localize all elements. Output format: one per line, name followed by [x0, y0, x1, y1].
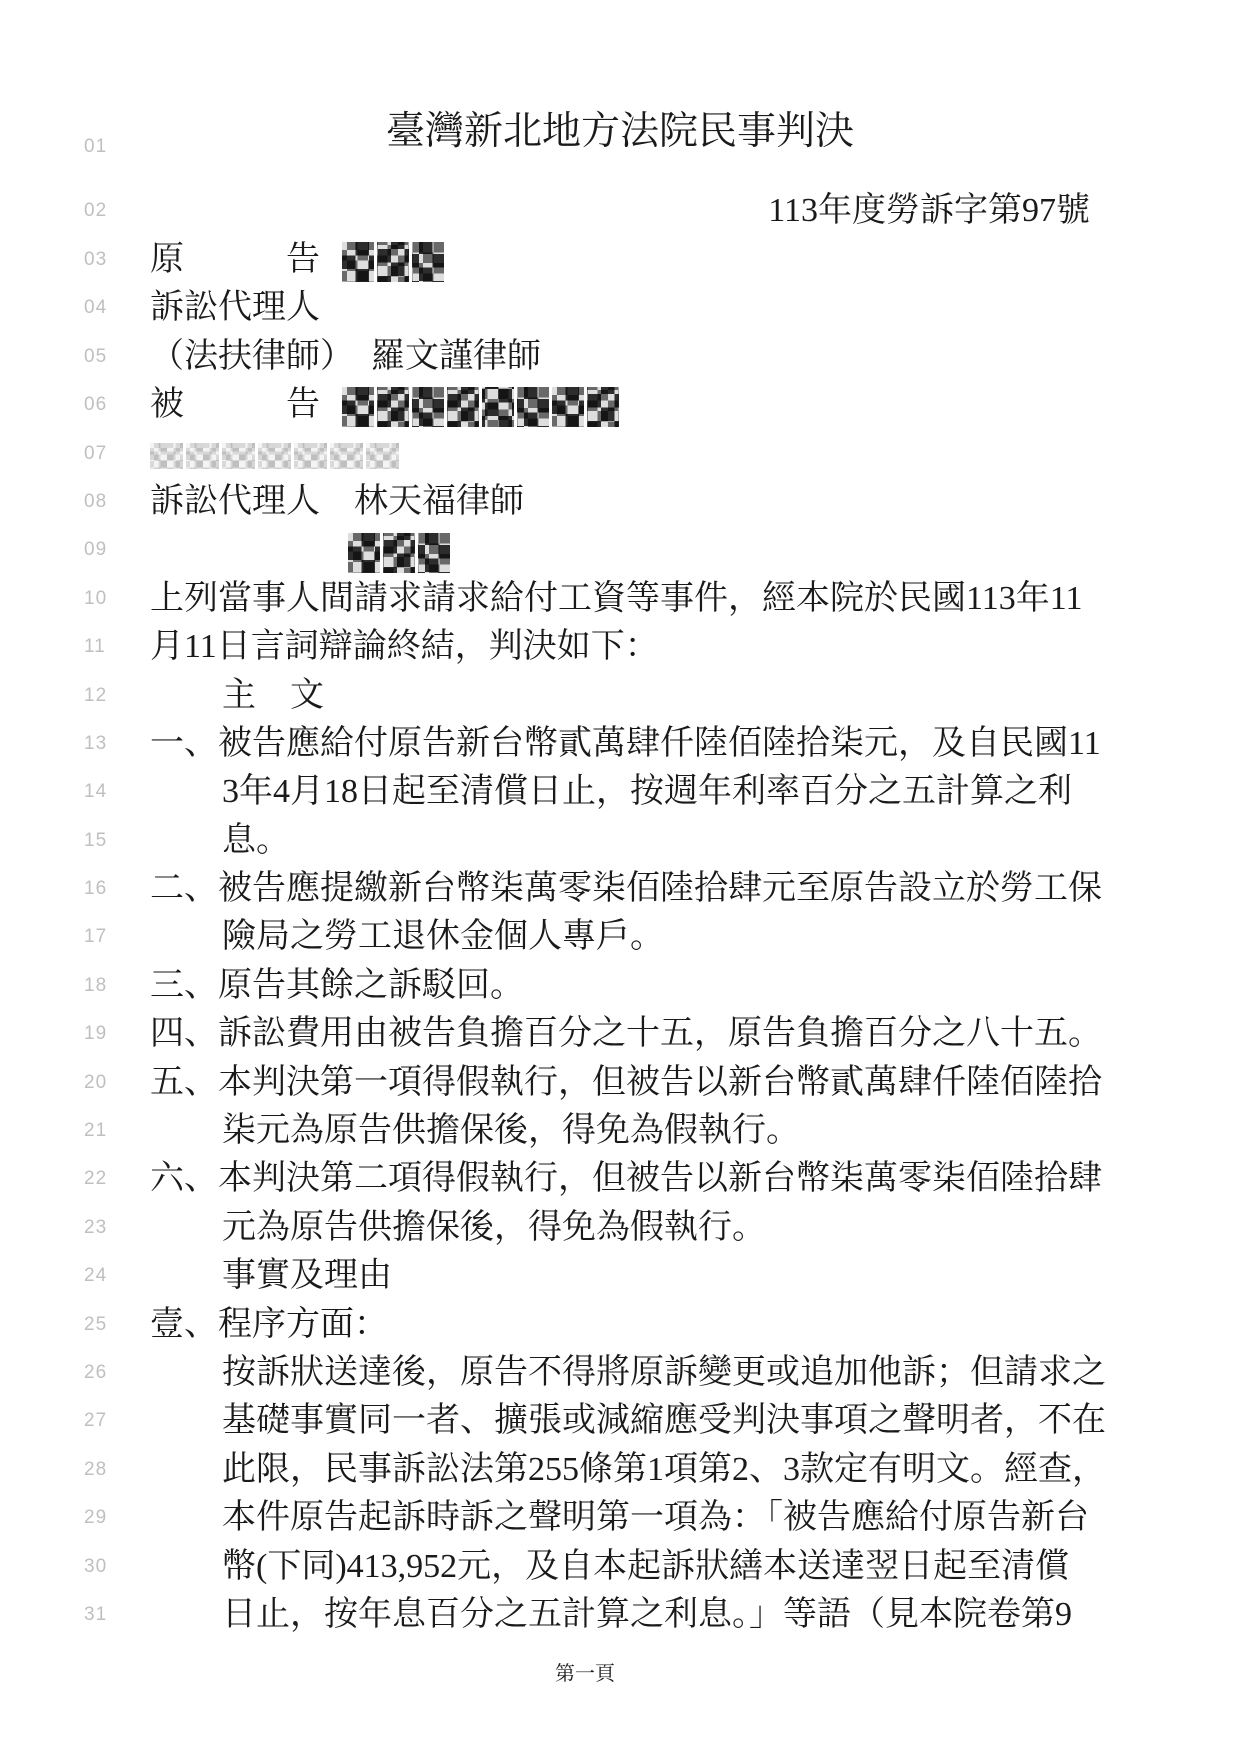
line-text — [150, 333, 1090, 381]
line-number: 08 — [84, 490, 108, 512]
text-run: 六、本判決第二項得假執行，但被告以新台幣柒萬零柒佰陸拾肆 — [150, 1160, 1102, 1198]
line-text — [150, 1446, 1106, 1494]
line-number: 26 — [84, 1361, 108, 1383]
text-run: 基礎事實同一者、擴張或減縮應受判決事項之聲明者，不在 — [222, 1402, 1106, 1440]
text-run: 三、原告其餘之訴駁回。 — [150, 966, 524, 1004]
text-run: 此限，民事訴訟法第255條第1項第2、3款定有明文。經查， — [222, 1450, 1106, 1488]
document-line — [0, 672, 1090, 720]
text-run: 一、被告應給付原告新台幣貳萬肆仟陸佰陸拾柒元，及自民國11 — [150, 724, 1101, 762]
text-run: （法扶律師） 羅文謹律師 — [150, 337, 541, 375]
redaction-mosaic — [342, 387, 619, 427]
line-number: 14 — [84, 781, 108, 803]
line-number: 22 — [84, 1168, 108, 1190]
document-line — [0, 186, 1090, 236]
text-run: 月11日言詞辯論終結，判決如下： — [150, 628, 659, 666]
line-number: 04 — [84, 297, 108, 319]
text-run: 上列當事人間請求請求給付工資等事件，經本院於民國113年11 — [150, 579, 1083, 617]
line-number: 25 — [84, 1313, 108, 1335]
line-number: 27 — [84, 1410, 108, 1432]
text-run: 主 文 — [222, 676, 324, 714]
line-text — [150, 526, 1090, 574]
document-line — [0, 381, 1090, 429]
line-number: 05 — [84, 345, 108, 367]
document-line — [0, 1155, 1102, 1203]
line-number: 02 — [84, 200, 108, 221]
document-line — [0, 108, 1090, 186]
document-line — [0, 962, 1090, 1010]
document-line — [0, 1591, 1090, 1639]
document-line — [0, 1494, 1090, 1542]
line-text — [150, 1494, 1090, 1542]
text-run: 113年度勞訴字第97號 — [768, 192, 1090, 229]
line-text — [150, 1301, 1090, 1349]
line-text — [150, 1059, 1102, 1107]
text-run: 原 告 — [150, 241, 320, 278]
redaction-mosaic — [342, 242, 444, 282]
line-number: 21 — [84, 1120, 108, 1142]
document-line — [0, 333, 1090, 381]
line-text — [150, 1010, 1102, 1058]
line-number: 10 — [84, 587, 108, 609]
text-run: 五、本判決第一項得假執行，但被告以新台幣貳萬肆仟陸佰陸拾 — [150, 1063, 1102, 1101]
document-line — [0, 430, 1090, 478]
line-text — [150, 381, 1090, 429]
line-number: 09 — [84, 539, 108, 561]
text-run: 柒元為原告供擔保後，得免為假執行。 — [222, 1112, 800, 1150]
line-text — [150, 962, 1090, 1010]
text-run: 日止，按年息百分之五計算之利息。」等語（見本院卷第9 — [222, 1595, 1072, 1633]
line-number: 12 — [84, 684, 108, 706]
text-run: 二、被告應提繳新台幣柒萬零柒佰陸拾肆元至原告設立於勞工保 — [150, 870, 1102, 908]
document-line — [0, 1059, 1102, 1107]
document-line — [0, 1446, 1106, 1494]
line-number: 03 — [84, 249, 108, 270]
text-run: 本件原告起訴時訴之聲明第一項為：「被告應給付原告新台 — [222, 1499, 1089, 1537]
line-number: 18 — [84, 974, 108, 996]
line-number: 20 — [84, 1071, 108, 1093]
text-run: 元為原告供擔保後，得免為假執行。 — [222, 1208, 766, 1246]
line-text — [150, 1591, 1090, 1639]
line-text — [150, 1397, 1106, 1445]
document-line — [0, 526, 1090, 574]
line-text — [150, 186, 1090, 236]
text-run: 險局之勞工退休金個人專戶。 — [222, 918, 664, 956]
document-line — [0, 1349, 1106, 1397]
document-line — [0, 720, 1101, 768]
text-run: 3年4月18日起至清償日止，按週年利率百分之五計算之利 — [222, 773, 1072, 811]
line-text — [150, 236, 1090, 284]
text-run: 息。 — [222, 821, 290, 859]
line-text — [150, 1252, 1090, 1300]
line-number: 28 — [84, 1458, 108, 1480]
line-text — [150, 478, 1090, 526]
line-text — [150, 913, 1090, 961]
line-number: 30 — [84, 1555, 108, 1577]
line-number: 07 — [84, 442, 108, 464]
text-run: 四、訴訟費用由被告負擔百分之十五，原告負擔百分之八十五。 — [150, 1015, 1102, 1053]
document-line — [0, 1301, 1090, 1349]
line-text — [150, 575, 1090, 623]
line-number: 01 — [84, 136, 108, 157]
line-text — [150, 865, 1102, 913]
document-line — [0, 1107, 1090, 1155]
document-lines — [0, 108, 1106, 1639]
line-text — [150, 623, 1090, 671]
document-line — [0, 1252, 1090, 1300]
line-text — [150, 1107, 1090, 1155]
text-run: 幣(下同)413,952元，及自本起訴狀繕本送達翌日起至清償 — [222, 1547, 1070, 1585]
line-number: 23 — [84, 1216, 108, 1238]
text-run: 按訴狀送達後，原告不得將原訴變更或追加他訴；但請求之 — [222, 1353, 1106, 1391]
document-line — [0, 1397, 1106, 1445]
line-text — [150, 672, 1090, 720]
line-number: 11 — [84, 636, 106, 658]
document-line — [0, 575, 1090, 623]
line-text — [150, 1155, 1102, 1203]
line-text — [150, 1204, 1090, 1252]
document-line — [0, 768, 1090, 816]
line-number: 16 — [84, 878, 108, 900]
document-line — [0, 865, 1102, 913]
line-number: 29 — [84, 1507, 108, 1529]
document-line — [0, 284, 1090, 332]
redaction-mosaic — [348, 533, 450, 573]
line-number: 24 — [84, 1265, 108, 1287]
text-run: 事實及理由 — [222, 1257, 392, 1295]
line-text — [150, 720, 1101, 768]
document-line — [0, 913, 1090, 961]
redaction-mosaic — [150, 443, 399, 469]
document-line — [0, 623, 1090, 671]
line-number: 15 — [84, 829, 108, 851]
line-text — [150, 1349, 1106, 1397]
text-run: 壹、程序方面： — [150, 1305, 388, 1343]
document-line — [0, 478, 1090, 526]
line-text — [150, 430, 1090, 478]
document-line — [0, 236, 1090, 284]
line-number: 13 — [84, 732, 108, 754]
document-line — [0, 1204, 1090, 1252]
line-number: 19 — [84, 1023, 108, 1045]
text-run: 訴訟代理人 林天福律師 — [150, 482, 524, 520]
document-line — [0, 817, 1090, 865]
line-number: 31 — [84, 1603, 108, 1625]
line-text — [150, 284, 1090, 332]
text-run: 訴訟代理人 — [150, 289, 320, 327]
line-text — [150, 108, 1090, 186]
document-line — [0, 1543, 1090, 1591]
line-text — [150, 768, 1090, 816]
page-footer: 第一頁 — [555, 1663, 615, 1685]
line-text — [150, 1543, 1090, 1591]
document-line — [0, 1010, 1102, 1058]
text-run: 被 告 — [150, 386, 320, 424]
line-number: 06 — [84, 394, 108, 416]
line-text — [150, 817, 1090, 865]
text-run: 臺灣新北地方法院民事判決 — [385, 110, 854, 153]
line-number: 17 — [84, 926, 108, 948]
